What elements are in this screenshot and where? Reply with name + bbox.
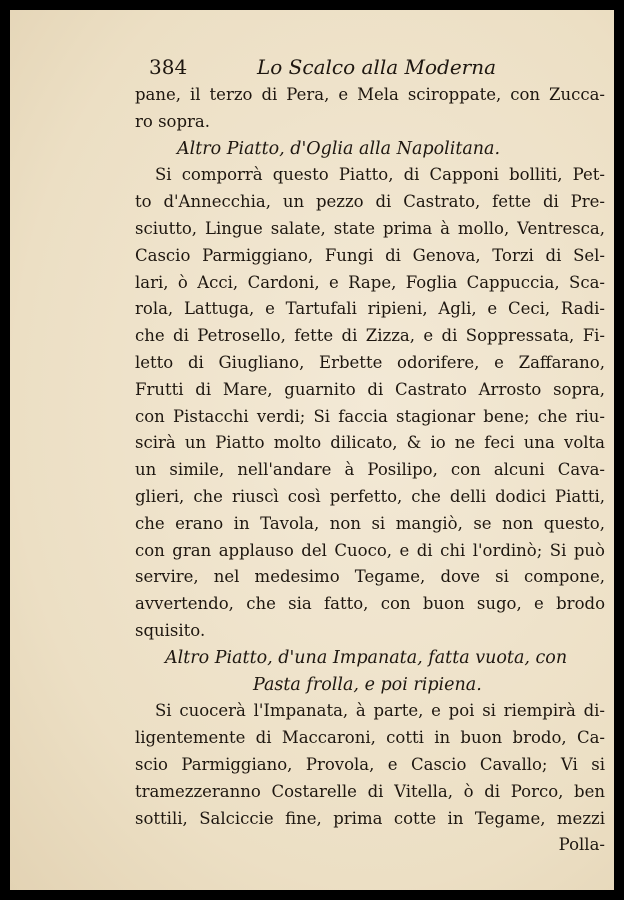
text-line: rola, Lattuga, e Tartufali ripieni, Agli, e Ceci, Radi- [135,299,605,319]
text-line: glieri, che riuscì così perfetto, che delli dodici Piatti, [135,486,605,506]
text-line: Si comporrà questo Piatto, di Capponi bolliti, Pet- [155,165,605,185]
text-line: ro sopra. [135,111,210,131]
section-heading-line: Altro Piatto, d'Oglia alla Napolitana. [177,138,501,159]
text-line: to d'Annecchia, un pezzo di Castrato, fette di Pre- [135,192,605,212]
text-line: lari, ò Acci, Cardoni, e Rape, Foglia Cappuccia, Sca- [135,272,605,292]
text-line: Cascio Parmiggiano, Fungi di Genova, Torzi di Sel- [135,245,605,265]
text-line: squisito. [135,620,206,640]
page-header [135,52,605,82]
text-line: che erano in Tavola, non si mangiò, se non questo, [135,513,605,533]
catchword: Polla- [558,835,605,855]
text-line: con Pistacchi verdi; Si faccia stagionar bene; che riu- [135,406,605,426]
text-line: avvertendo, che sia fatto, con buon sugo, e brodo [135,594,605,614]
text-line: ligentemente di Maccaroni, cotti in buon brodo, Ca- [135,728,605,748]
text-block [135,52,605,859]
text-line: che di Petrosello, fette di Zizza, e di Soppressata, Fi- [135,326,605,346]
body-text [135,82,605,832]
text-line: scio Parmiggiano, Provola, e Cascio Cavallo; Vi si [135,754,605,774]
text-line: Si cuocerà l'Impanata, à parte, e poi si riempirà di- [155,701,605,721]
text-line: scirà un Piatto molto dilicato, & io ne feci una volta [135,433,605,453]
text-line: con gran applauso del Cuoco, e di chi l'ordinò; Si può [135,540,605,560]
text-line: sciutto, Lingue salate, state prima à mollo, Ventresca, [135,218,605,238]
text-line: Frutti di Mare, guarnito di Castrato Arrosto sopra, [135,379,605,399]
text-line: sottili, Salciccie fine, prima cotte in Tegame, mezzi [135,808,605,828]
text-line: pane, il terzo di Pera, e Mela sciroppate, con Zucca- [135,85,605,104]
text-line: letto di Giugliano, Erbette odorifere, e Zaffarano, [135,352,605,372]
page-number: 384 [149,55,188,79]
text-line: servire, nel medesimo Tegame, dove si compone, [135,567,605,587]
section-heading-line: Altro Piatto, d'una Impanata, fatta vuota, con [165,647,568,668]
section-heading-line: Pasta frolla, e poi ripiena. [253,674,482,695]
text-line: un simile, nell'andare à Posilipo, con alcuni Cava- [135,460,605,480]
book-page [10,10,614,890]
running-title: Lo Scalco alla Moderna [257,55,497,79]
text-line: tramezzeranno Costarelle di Vitella, ò di Porco, ben [135,781,605,801]
